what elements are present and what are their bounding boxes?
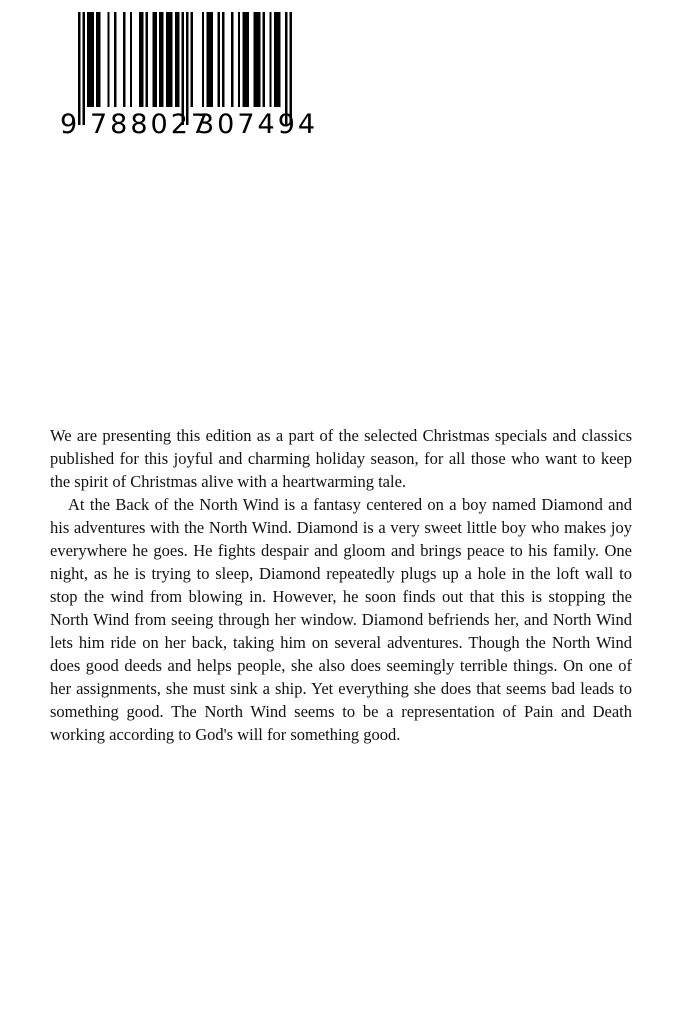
back-cover-text (50, 424, 632, 746)
barcode-digits-right: 307494 (197, 109, 319, 140)
isbn-barcode (60, 12, 319, 140)
barcode-digit-first: 9 (60, 109, 78, 140)
synopsis-paragraph: At the Back of the North Wind is a fantasy centered on a boy named Diamond and his adventures with the North Wind. Diamond is a very sweet little boy who makes joy everywhere he goes. He fights despair and gloom and brings peace to his family. One night, as he is trying to sleep, Diamond repeatedly plugs up a hole in the loft wall to stop the wind from blowing in. However, he soon finds out that this is stopping the North Wind from seeing through her window. Diamond befriends her, and North Wind lets him ride on her back, taking him on several adventures. Though the North Wind does good deeds and helps people, she also does seemingly terrible things. On one of her assignments, she must sink a ship. Yet everything she does that seems bad leads to something good. The North Wind seems to be a representation of Pain and Death working according to God's will for something good. (50, 495, 632, 744)
barcode-digits-left: 788027 (90, 109, 212, 140)
intro-paragraph: We are presenting this edition as a part of the selected Christmas specials and classics published for this joyful and charming holiday season, for all those who want to keep the spirit of Christmas alive with a heartwarming tale. (50, 426, 632, 491)
